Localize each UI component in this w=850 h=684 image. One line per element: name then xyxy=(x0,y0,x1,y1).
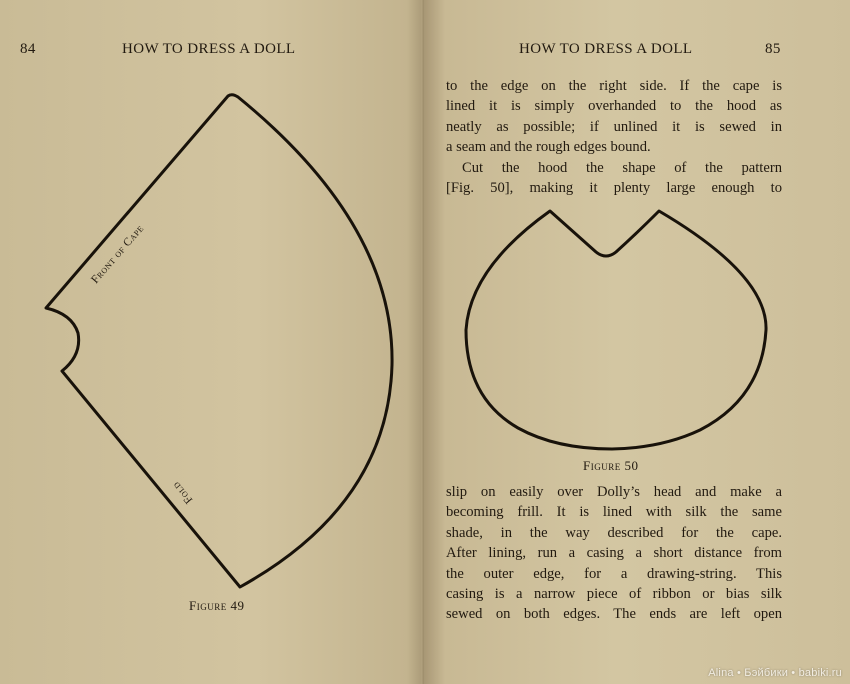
figure-50-caption: Figure 50 xyxy=(583,458,639,473)
text-line: neatly as possible; if unlined it is sewed in xyxy=(446,118,782,135)
text-block-top xyxy=(446,76,782,198)
site-watermark: Alina • Бэйбики • babiki.ru xyxy=(708,667,842,679)
right-page-number: 85 xyxy=(765,41,781,57)
text-line: Cut the hood the shape of the pattern xyxy=(462,159,782,176)
text-line: sewed on both edges. The ends are left open xyxy=(446,606,782,623)
text-line: to the edge on the right side. If the cape is xyxy=(446,78,782,94)
text-line: casing is a narrow piece of ribbon or bias silk xyxy=(446,585,782,602)
text-line: the outer edge, for a drawing-string. This xyxy=(446,565,782,582)
text-line: slip on easily over Dolly’s head and make a xyxy=(446,484,782,500)
cape-pattern-outline xyxy=(46,95,392,587)
left-page xyxy=(0,0,424,684)
right-running-head: HOW TO DRESS A DOLL xyxy=(519,41,693,57)
text-line: [Fig. 50], making it plenty large enough to xyxy=(446,179,782,196)
text-line: becoming frill. It is lined with silk the same xyxy=(446,504,782,521)
figure-49-caption: Figure 49 xyxy=(189,598,245,613)
left-page-number: 84 xyxy=(20,41,36,57)
text-block-bottom xyxy=(446,482,782,625)
text-line: a seam and the rough edges bound. xyxy=(446,139,651,156)
cape-pattern xyxy=(0,0,424,684)
front-of-cape-label: Front of Cape xyxy=(89,222,147,286)
text-line: lined it is simply overhanded to the hood as xyxy=(446,98,782,115)
left-running-head: HOW TO DRESS A DOLL xyxy=(122,41,296,57)
text-line: shade, in the way described for the cape. xyxy=(446,524,782,541)
text-line: After lining, run a casing a short distance from xyxy=(446,545,782,562)
fold-label: Fold xyxy=(170,479,196,506)
